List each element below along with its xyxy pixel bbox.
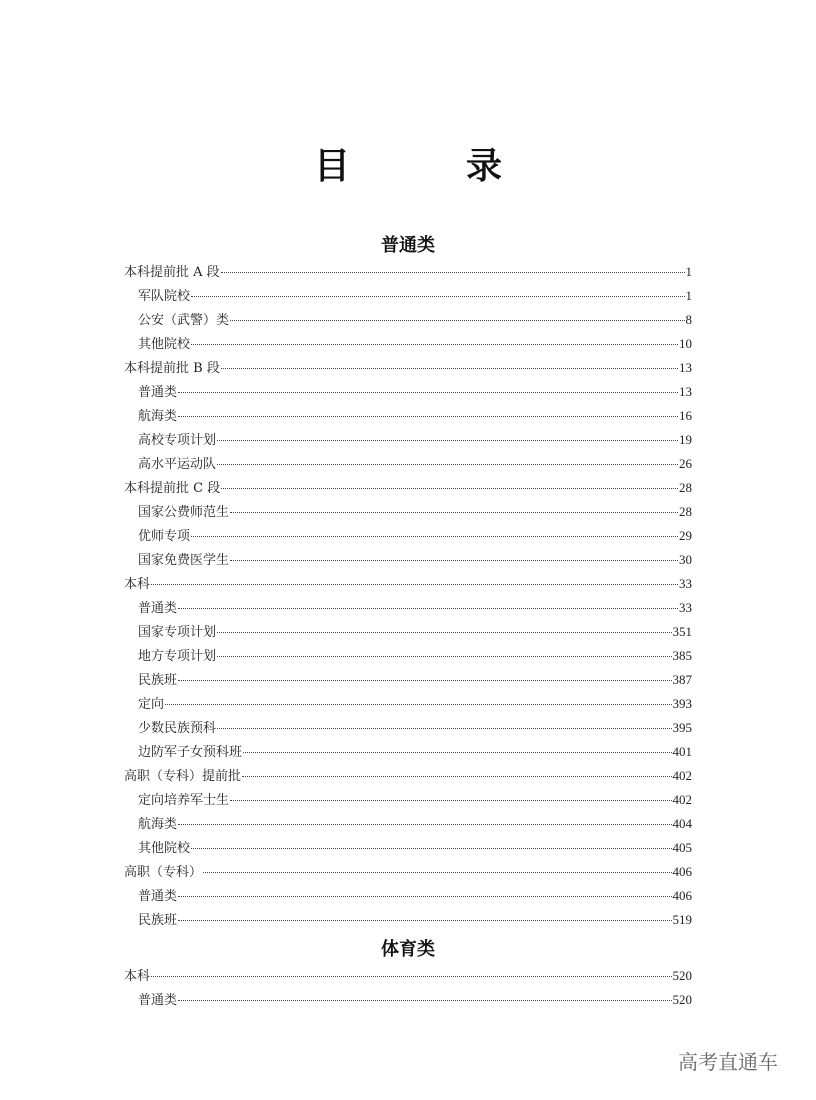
toc-entry-label: 国家免费医学生: [138, 553, 230, 568]
toc-entry[interactable]: [124, 548, 692, 572]
toc-entry-label: 本科提前批 C 段: [124, 481, 221, 496]
toc-entry-page-number: 1: [685, 264, 692, 279]
toc-list-sports: [124, 964, 692, 1012]
toc-entry-label: 国家专项计划: [138, 625, 217, 640]
toc-entry[interactable]: [124, 404, 692, 428]
toc-entry-label: 边防军子女预科班: [138, 745, 243, 760]
toc-entry-label: 其他院校: [138, 841, 191, 856]
toc-entry-label: 航海类: [138, 409, 178, 424]
toc-dot-leader: [242, 776, 671, 777]
toc-entry-label: 普通类: [138, 993, 178, 1008]
toc-entry[interactable]: [124, 308, 692, 332]
toc-entry-label: 本科提前批 B 段: [124, 361, 220, 376]
toc-entry[interactable]: [124, 620, 692, 644]
toc-dot-leader: [217, 440, 678, 441]
toc-entry[interactable]: [124, 644, 692, 668]
watermark-text: 高考直通车: [678, 1050, 778, 1074]
toc-entry[interactable]: [124, 284, 692, 308]
toc-dot-leader: [178, 680, 671, 681]
toc-entry-label: 高职（专科）提前批: [124, 769, 242, 784]
toc-entry-label: 普通类: [138, 385, 178, 400]
toc-entry-page-number: 28: [679, 504, 692, 519]
toc-entry[interactable]: [124, 500, 692, 524]
toc-dot-leader: [178, 824, 671, 825]
toc-entry-page-number: 351: [672, 624, 692, 639]
toc-dot-leader: [151, 976, 671, 977]
toc-entry-page-number: 13: [679, 384, 692, 399]
toc-entry-label: 少数民族预科: [138, 721, 217, 736]
toc-dot-leader: [178, 896, 671, 897]
toc-entry[interactable]: [124, 332, 692, 356]
toc-entry-page-number: 404: [672, 816, 692, 831]
toc-entry-page-number: 405: [672, 840, 692, 855]
toc-dot-leader: [191, 848, 671, 849]
toc-entry-label: 高校专项计划: [138, 433, 217, 448]
toc-entry-page-number: 519: [672, 912, 692, 927]
toc-entry-page-number: 395: [672, 720, 692, 735]
toc-entry-label: 航海类: [138, 817, 178, 832]
toc-entry-label: 本科: [124, 969, 151, 984]
toc-entry[interactable]: [124, 428, 692, 452]
toc-dot-leader: [230, 512, 678, 513]
toc-entry-page-number: 393: [672, 696, 692, 711]
toc-entry-page-number: 406: [672, 864, 692, 879]
toc-entry-label: 定向: [138, 697, 165, 712]
toc-dot-leader: [217, 632, 671, 633]
toc-dot-leader: [203, 872, 671, 873]
toc-entry[interactable]: [124, 476, 692, 500]
toc-entry[interactable]: [124, 988, 692, 1012]
toc-dot-leader: [217, 656, 671, 657]
toc-dot-leader: [178, 392, 678, 393]
toc-entry-page-number: 385: [672, 648, 692, 663]
page-title: 目 录: [313, 145, 542, 187]
toc-entry-label: 地方专项计划: [138, 649, 217, 664]
toc-entry[interactable]: [124, 692, 692, 716]
toc-dot-leader: [191, 536, 678, 537]
toc-entry[interactable]: [124, 524, 692, 548]
toc-dot-leader: [165, 704, 671, 705]
toc-entry-page-number: 520: [672, 992, 692, 1007]
toc-entry[interactable]: [124, 740, 692, 764]
toc-entry-page-number: 401: [672, 744, 692, 759]
toc-entry-page-number: 30: [679, 552, 692, 567]
toc-dot-leader: [221, 488, 678, 489]
toc-entry-label: 公安（武警）类: [138, 313, 230, 328]
toc-entry[interactable]: [124, 884, 692, 908]
toc-dot-leader: [178, 920, 671, 921]
toc-entry[interactable]: [124, 764, 692, 788]
toc-dot-leader: [230, 320, 684, 321]
toc-entry-label: 高职（专科）: [124, 865, 203, 880]
toc-entry[interactable]: [124, 716, 692, 740]
toc-entry-label: 国家公费师范生: [138, 505, 230, 520]
toc-entry[interactable]: [124, 788, 692, 812]
toc-list-general: [124, 260, 692, 932]
toc-dot-leader: [221, 272, 685, 273]
section-heading-sports: 体育类: [381, 939, 435, 960]
toc-entry-page-number: 8: [685, 312, 692, 327]
toc-entry[interactable]: [124, 964, 692, 988]
toc-entry-label: 优师专项: [138, 529, 191, 544]
toc-entry-label: 本科提前批 A 段: [124, 265, 220, 280]
toc-entry-page-number: 387: [672, 672, 692, 687]
toc-dot-leader: [230, 560, 678, 561]
toc-dot-leader: [191, 296, 684, 297]
toc-entry-page-number: 16: [679, 408, 692, 423]
section-heading-general: 普通类: [381, 235, 435, 256]
toc-entry-page-number: 28: [679, 480, 692, 495]
toc-entry[interactable]: [124, 572, 692, 596]
toc-dot-leader: [178, 608, 678, 609]
toc-entry[interactable]: [124, 836, 692, 860]
toc-entry-page-number: 1: [685, 288, 692, 303]
toc-entry-label: 民族班: [138, 673, 178, 688]
toc-dot-leader: [217, 728, 671, 729]
toc-entry[interactable]: [124, 452, 692, 476]
toc-dot-leader: [191, 344, 678, 345]
toc-entry-label: 定向培养军士生: [138, 793, 230, 808]
toc-dot-leader: [243, 752, 671, 753]
toc-entry-label: 普通类: [138, 601, 178, 616]
toc-entry-label: 军队院校: [138, 289, 191, 304]
toc-entry-page-number: 402: [672, 792, 692, 807]
toc-dot-leader: [230, 800, 671, 801]
toc-entry[interactable]: [124, 260, 692, 284]
toc-dot-leader: [221, 368, 678, 369]
toc-entry-page-number: 402: [672, 768, 692, 783]
toc-entry-page-number: 29: [679, 528, 692, 543]
toc-entry-page-number: 26: [679, 456, 692, 471]
toc-entry[interactable]: [124, 668, 692, 692]
toc-entry[interactable]: [124, 908, 692, 932]
toc-entry-label: 民族班: [138, 913, 178, 928]
toc-entry-page-number: 33: [679, 600, 692, 615]
toc-entry-label: 本科: [124, 577, 151, 592]
toc-dot-leader: [217, 464, 678, 465]
toc-entry[interactable]: [124, 596, 692, 620]
toc-entry-page-number: 33: [679, 576, 692, 591]
toc-dot-leader: [151, 584, 678, 585]
toc-dot-leader: [178, 416, 678, 417]
toc-entry-page-number: 19: [679, 432, 692, 447]
toc-entry-page-number: 13: [679, 360, 692, 375]
toc-dot-leader: [178, 1000, 671, 1001]
toc-entry-label: 普通类: [138, 889, 178, 904]
toc-entry-label: 其他院校: [138, 337, 191, 352]
toc-entry[interactable]: [124, 356, 692, 380]
toc-entry-page-number: 520: [672, 968, 692, 983]
toc-entry-label: 高水平运动队: [138, 457, 217, 472]
toc-entry-page-number: 10: [679, 336, 692, 351]
toc-entry[interactable]: [124, 860, 692, 884]
toc-entry[interactable]: [124, 812, 692, 836]
toc-entry-page-number: 406: [672, 888, 692, 903]
toc-entry[interactable]: [124, 380, 692, 404]
